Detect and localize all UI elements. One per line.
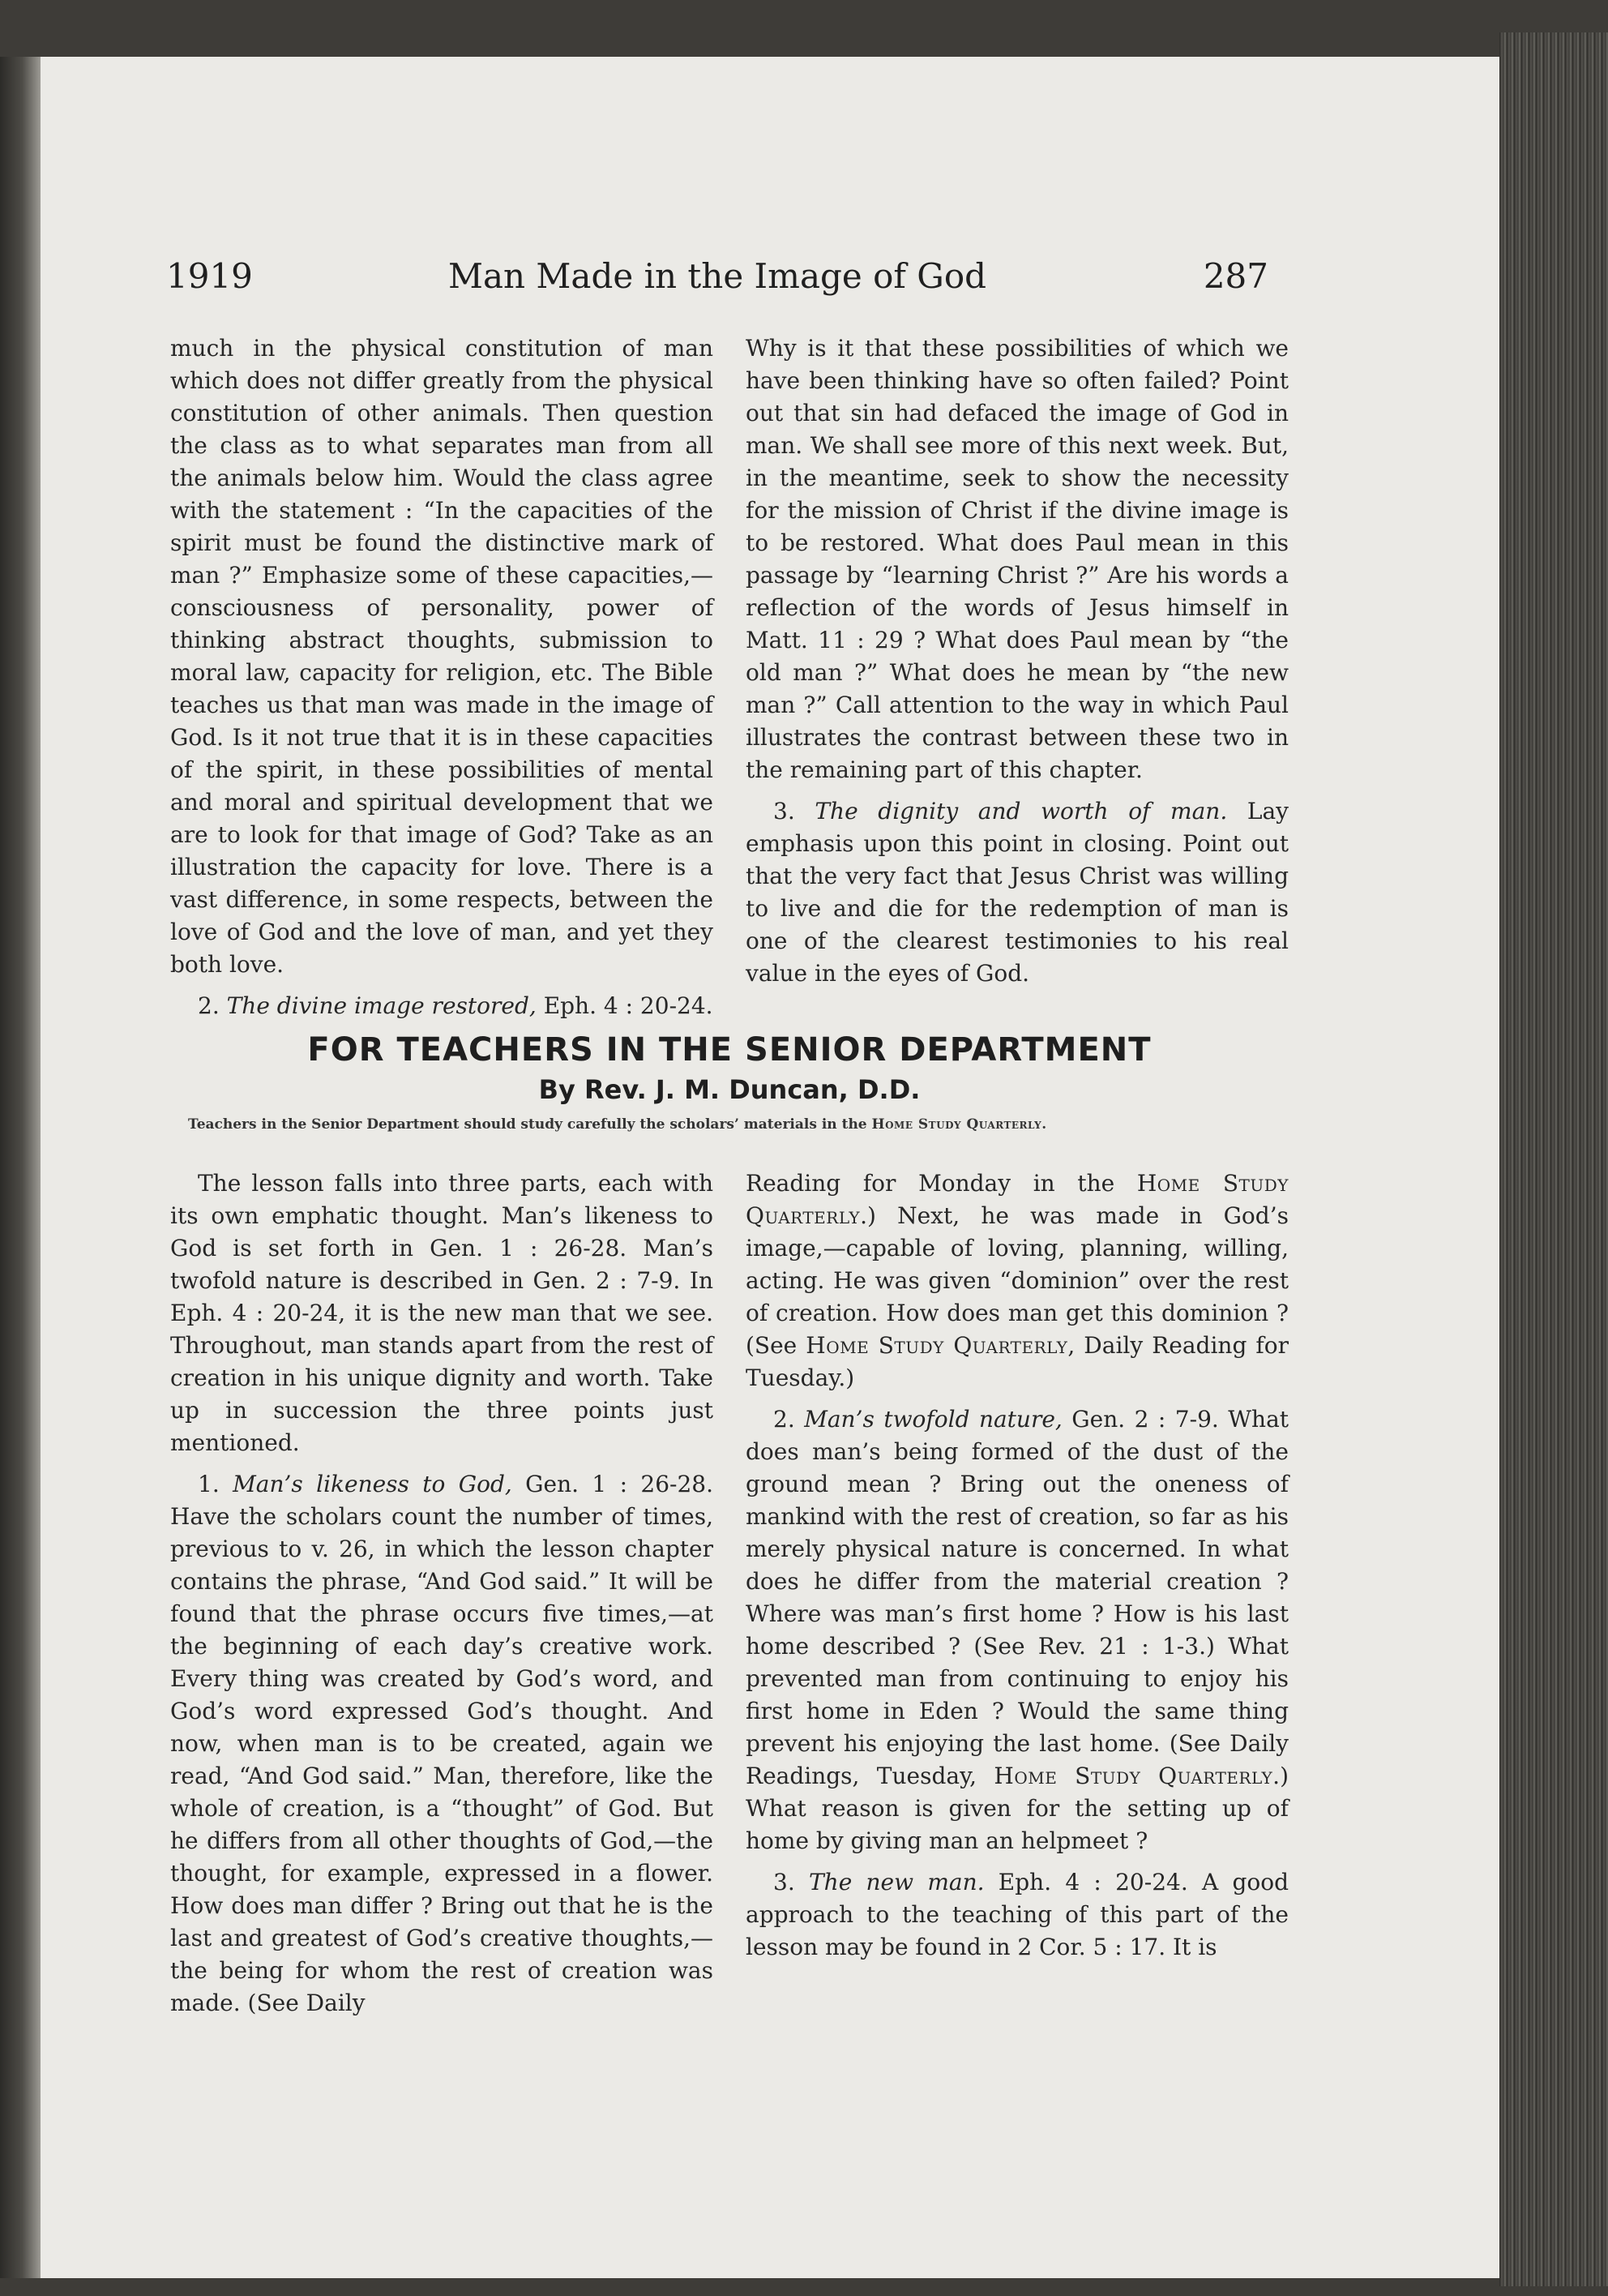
paragraph <box>170 1468 713 2020</box>
editorial-note <box>159 1116 1294 1133</box>
paragraph <box>170 990 713 1022</box>
item-number: 2. <box>198 992 220 1019</box>
item-number: 3. <box>773 1869 795 1895</box>
text-run: .) Next, he was made in God’s image,—capable of loving, planning, willing, acting. He was given “dominion” over the rest of creation. How does man get this dominion ? (See <box>746 1202 1289 1359</box>
publication-name: Home Study Quarterly <box>994 1763 1273 1789</box>
paragraph <box>746 1866 1289 1964</box>
paragraph: much in the physical constitution of man which does not differ greatly from the physical constitution of other animals. Then question the class as to what separates man from all the animals below him. Would the class agree with the statement : “In the capacities of the spirit must be found the distinctive mark of man ?” Emphasize some of these capacities,—consciousness of personality, power of thinking abstract thoughts, submission to moral law, capacity for religion, etc. The Bible teaches us that man was made in the image of God. Is it not true that it is in these capacities of the spirit, in these possibilities of mental and moral and spiritual development that we are to look for that image of God? Take as an illustration the capacity for love. There is a vast difference, in some respects, between the love of God and the love of man, and yet they both love. <box>170 335 713 978</box>
text-run: Reading for Monday in the <box>746 1170 1115 1197</box>
scripture-reference: Eph. 4 : 20-24. <box>543 992 713 1019</box>
item-title: The dignity and worth of man. <box>815 798 1228 825</box>
page-edges <box>1499 32 1608 2286</box>
note-text: Teachers in the Senior Department should study carefully the scholars’ materials in the <box>188 1116 867 1133</box>
section-heading: FOR TEACHERS IN THE SENIOR DEPARTMENT <box>307 1031 1152 1069</box>
paragraph <box>746 1167 1289 1394</box>
paragraph <box>746 1403 1289 1857</box>
publication-name: Home Study Quarterly <box>871 1116 1042 1133</box>
text-run: , Daily Reading for Tuesday.) <box>746 1332 1289 1391</box>
publication-name: Home Study Quarterly <box>806 1332 1068 1359</box>
paragraph: Why is it that these possibilities of which we have been thinking have so often failed? Point out that sin had defaced the image of God in man. We shall see more of this next week. But, in the meantime, seek to show the necessity for the mission of Christ if the divine image is to be restored. What does Paul mean in this passage by “learning Christ ?” Are his words a reflection of the words of Jesus himself in Matt. 11 : 29 ? What does Paul mean by “the old man ?” What does he mean by “the new man ?” Call attention to the way in which Paul illustrates the contrast between these two in the remaining part of this chapter. <box>746 335 1289 783</box>
item-number: 2. <box>773 1406 795 1433</box>
upper-left-column <box>170 332 713 1022</box>
page-number: 287 <box>1203 256 1268 296</box>
paragraph: The lesson falls into three parts, each with its own emphatic thought. Man’s likeness to God is set forth in Gen. 1 : 26-28. Man’s twofold nature is described in Gen. 2 : 7-9. In Eph. 4 : 20-24, it is the new man that we see. Throughout, man stands apart from the rest of creation in his unique dignity and worth. Take up in succession the three points just mentioned. <box>170 1170 713 1456</box>
item-title: Man’s likeness to God, <box>233 1471 512 1497</box>
lower-right-column <box>746 1167 1289 1973</box>
running-head <box>166 256 1268 316</box>
header-title: Man Made in the Image of God <box>447 256 986 296</box>
item-text: Eph. 4 : 20-24. A good approach to the teaching of this part of the lesson may be found in 2 Cor. 5 : 17. It is <box>746 1869 1289 1960</box>
item-text: Lay emphasis upon this point in closing. Point out that the very fact that Jesus Christ was willing to live and die for the redemption of man is one of the clearest testimonies to his real value in the eyes of God. <box>746 798 1289 987</box>
paragraph <box>746 795 1289 990</box>
publication-name: Home Study Quarterly <box>746 1170 1289 1229</box>
item-title: Man’s twofold nature, <box>804 1406 1063 1433</box>
binding-shadow <box>0 57 41 2278</box>
item-text: Gen. 1 : 26-28. Have the scholars count the number of times, previous to v. 26, in which the lesson chapter contains the phrase, “And God said.” It will be found that the phrase occurs five times,—at the beginning of each day’s creative work. Every thing was created by God’s word, and God’s word expressed God’s thought. And now, when man is to be created, again we read, “And God said.” Man, therefore, like the whole of creation, is a “thought” of God. But he differs from all other thoughts of God,—the thought, for example, expressed in a flower. How does man differ ? Bring out that he is the last and greatest of God’s creative thoughts,—the being for whom the rest of creation was made. (See Daily <box>170 1471 713 2016</box>
text-run: .) What reason is given for the setting up of home by giving man an helpmeet ? <box>746 1763 1289 1854</box>
note-end: . <box>1041 1116 1047 1133</box>
item-number: 1. <box>198 1471 220 1497</box>
header-year: 1919 <box>166 256 253 296</box>
item-number: 3. <box>773 798 795 825</box>
lower-left-column <box>170 1167 713 2028</box>
text-run: Gen. 2 : 7-9. What does man’s being formed of the dust of the ground mean ? Bring out the oneness of mankind with the rest of creation, so far as his merely physical nature is concerned. In what does he differ from the material creation ? Where was man’s first home ? How is his last home described ? (See Rev. 21 : 1-3.) What prevented man from continuing to enjoy his first home in Eden ? Would the same thing prevent his enjoying the last home. (See Daily Readings, Tuesday, <box>746 1406 1289 1789</box>
byline: By Rev. J. M. Duncan, D.D. <box>538 1074 921 1105</box>
item-title: The new man. <box>808 1869 985 1895</box>
upper-right-column <box>746 332 1289 999</box>
item-title: The divine image restored, <box>226 992 537 1019</box>
